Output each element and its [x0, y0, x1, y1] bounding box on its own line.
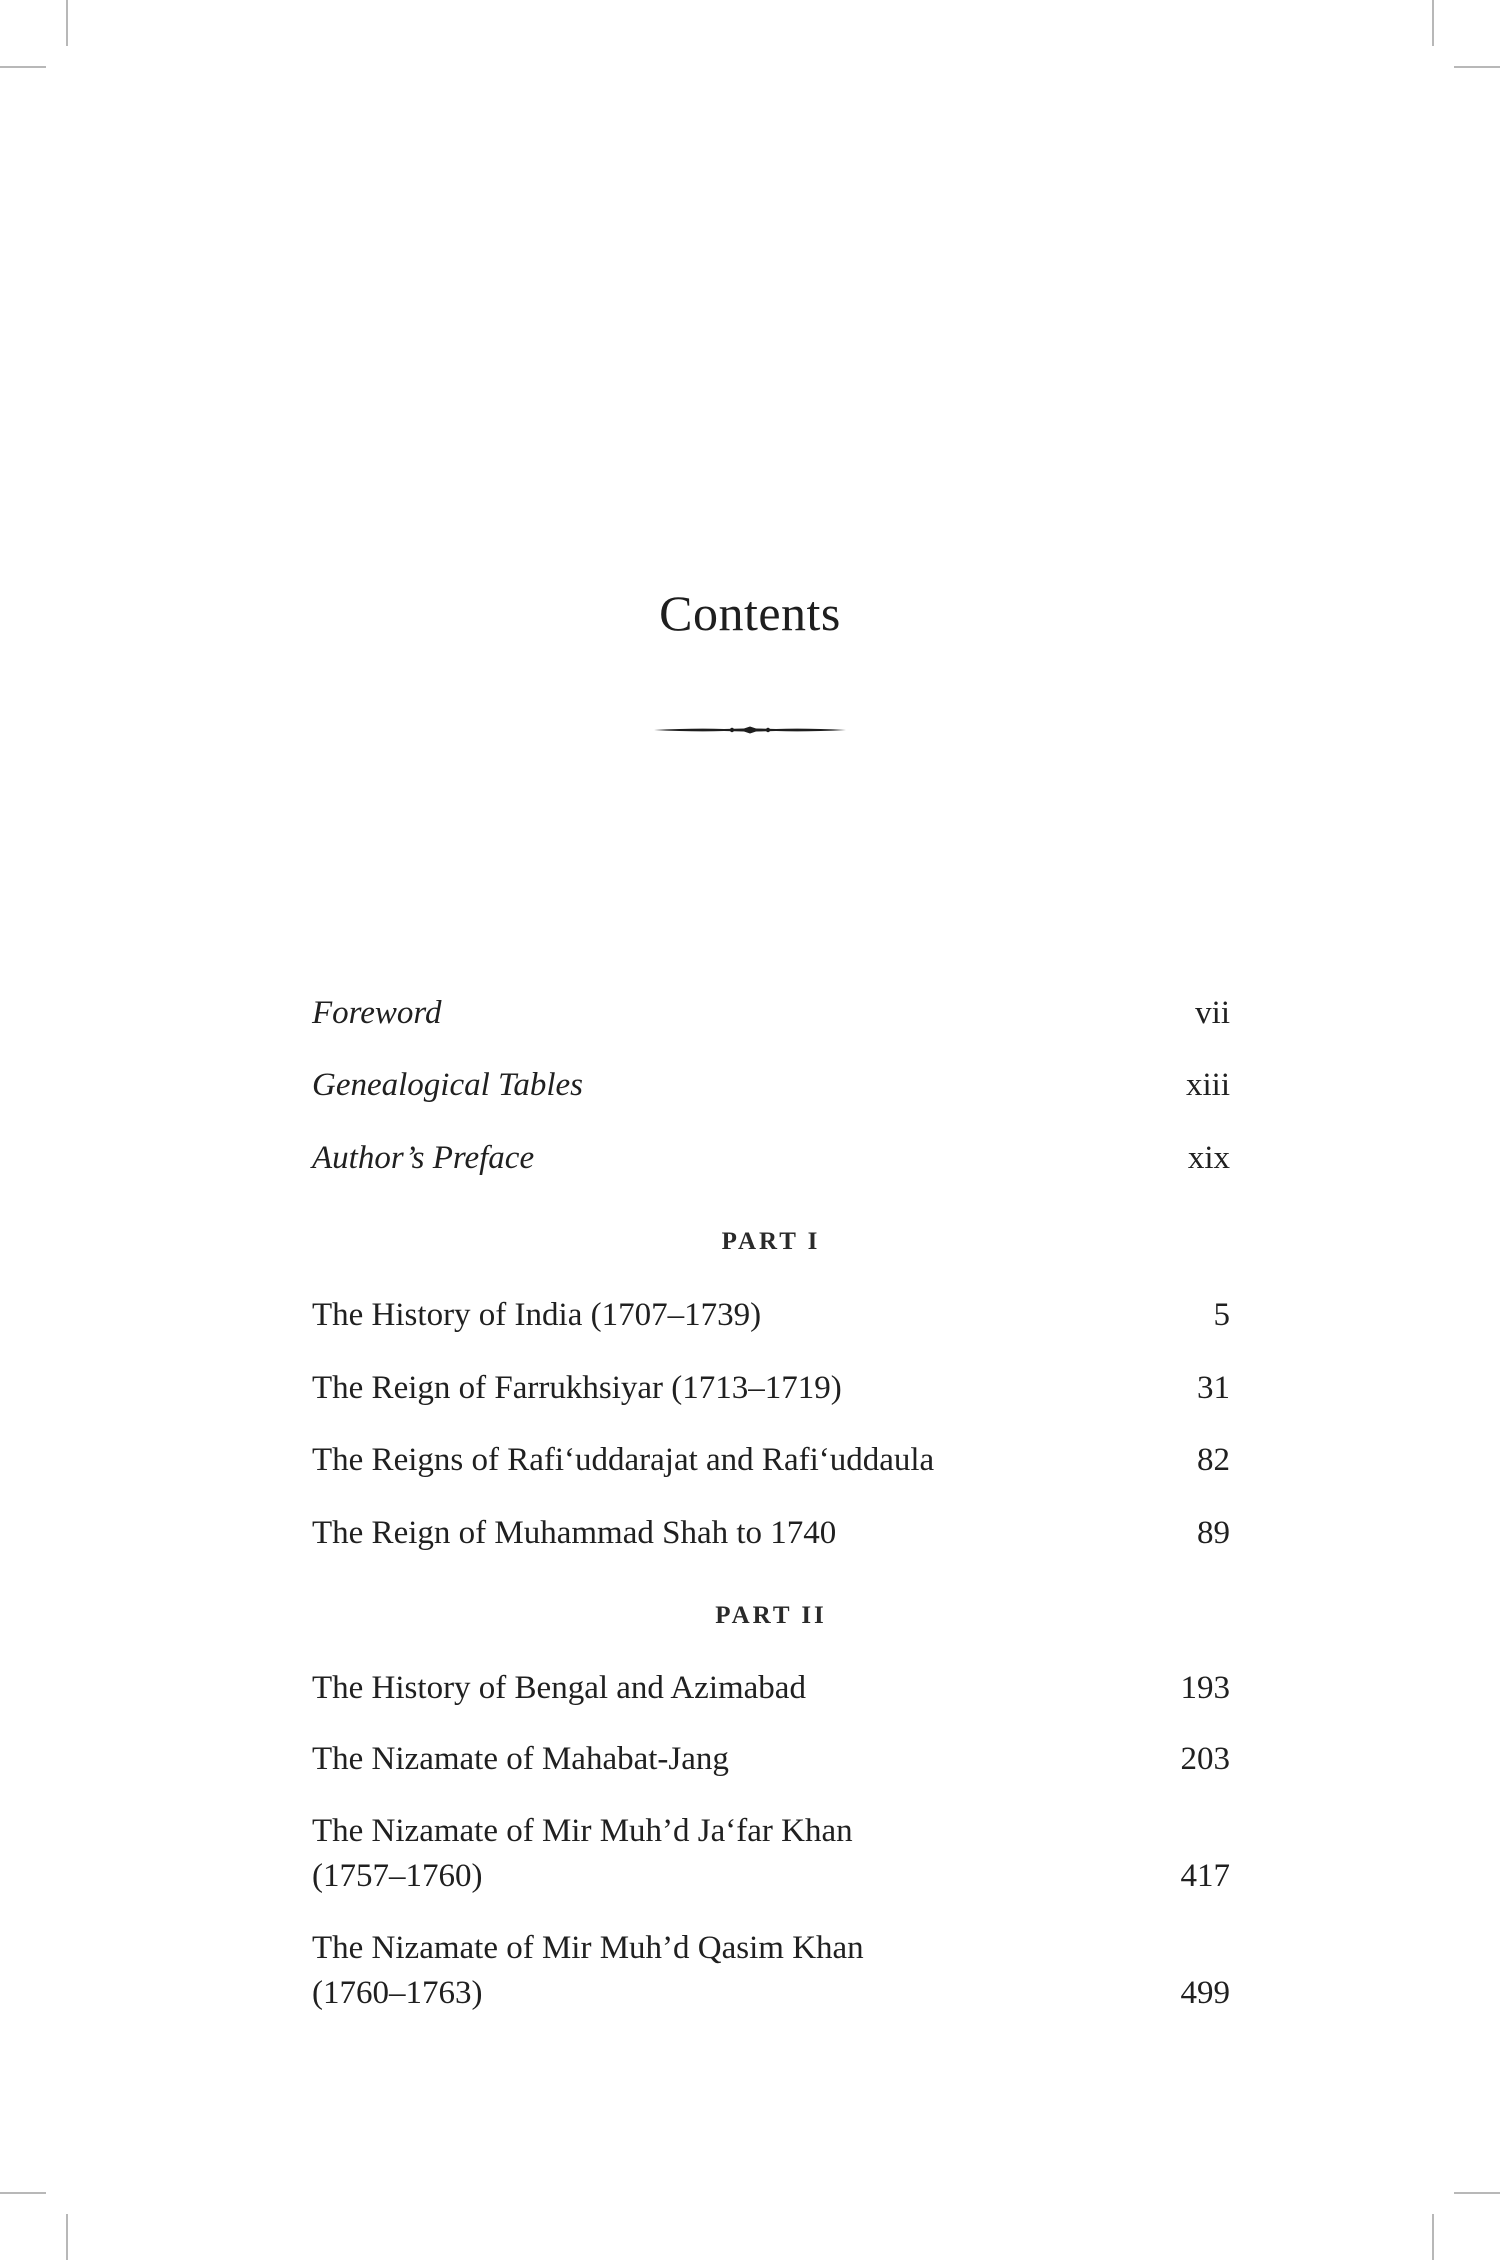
toc-entry-label-line-2: (1757–1760) — [312, 1858, 483, 1894]
part-heading-2: PART II — [715, 1602, 827, 1629]
toc-entry-page: 499 — [1180, 1975, 1230, 2011]
toc-entry-page: xiii — [1185, 1067, 1230, 1103]
toc-entry-page: 193 — [1180, 1670, 1230, 1706]
toc-entry-label-line-1: The Nizamate of Mir Muh’d Ja‘far Khan — [312, 1813, 853, 1849]
toc-entry-page: xix — [1187, 1140, 1230, 1176]
toc-entry-label: The Nizamate of Mahabat-Jang — [312, 1741, 729, 1777]
toc-entry-label: The History of India (1707–1739) — [312, 1297, 762, 1333]
toc-entry-page: 203 — [1180, 1741, 1230, 1777]
toc-entry-page: 5 — [1213, 1297, 1230, 1333]
toc-entry-label: The Reigns of Rafi‘uddarajat and Rafi‘uddaula — [312, 1442, 935, 1478]
page-title: Contents — [659, 584, 841, 641]
part-heading-1: PART I — [721, 1228, 821, 1255]
toc-entry-page: 82 — [1197, 1442, 1230, 1478]
crop-mark-top-right-horizontal — [1454, 66, 1500, 68]
toc-entry-label: Author’s Preface — [312, 1140, 535, 1176]
toc-entry-label: The Reign of Farrukhsiyar (1713–1719) — [312, 1370, 842, 1406]
toc-entry-page: 417 — [1180, 1858, 1230, 1894]
toc-entry-label: Genealogical Tables — [312, 1067, 584, 1103]
toc-entry-page: 31 — [1197, 1370, 1230, 1406]
toc-entry-label-line-2: (1760–1763) — [312, 1975, 483, 2011]
toc-entry-page: 89 — [1197, 1515, 1230, 1551]
crop-mark-top-left-vertical — [66, 0, 68, 46]
crop-mark-bottom-left-horizontal — [0, 2192, 46, 2194]
crop-mark-bottom-right-horizontal — [1454, 2192, 1500, 2194]
ornament-divider — [654, 722, 846, 738]
crop-mark-bottom-right-vertical — [1432, 2214, 1434, 2260]
toc-entry-label: The History of Bengal and Azimabad — [312, 1670, 806, 1706]
toc-entry-label: Foreword — [312, 995, 442, 1031]
toc-entry-label: The Reign of Muhammad Shah to 1740 — [312, 1515, 837, 1551]
toc-entry-label-line-1: The Nizamate of Mir Muh’d Qasim Khan — [312, 1930, 864, 1966]
crop-mark-bottom-left-vertical — [66, 2214, 68, 2260]
crop-mark-top-right-vertical — [1432, 0, 1434, 46]
toc-entry-page: vii — [1195, 995, 1230, 1031]
crop-mark-top-left-horizontal — [0, 66, 46, 68]
